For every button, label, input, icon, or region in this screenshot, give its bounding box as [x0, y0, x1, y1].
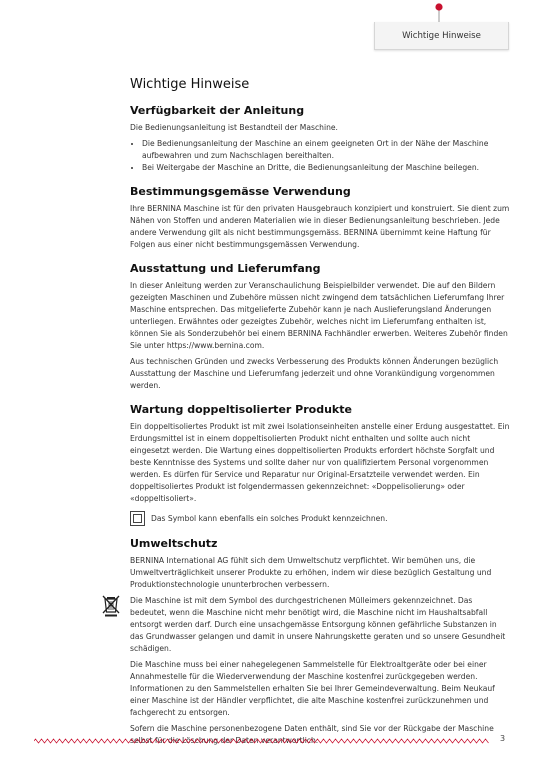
paragraph: Die Bedienungsanleitung ist Bestandteil der Maschine. [130, 123, 338, 132]
weee-note [130, 595, 510, 655]
crossed-bin-icon [102, 595, 120, 617]
paragraph: In dieser Anleitung werden zur Veranschaulichung Beispielbilder verwendet. Die auf den Bildern gezeigten Maschinen und Zubehöre müssen nicht zwingend dem tatsächlichen Lieferumfang Ihrer Maschine entsprechen. Das mitgelieferte Zubehör kann je nach Auslieferungsland Änderungen unterliegen. Erwähntes oder gezeigtes Zubehör, welches nicht im Lieferumfang enthalten ist, können Sie als Sonderzubehör bei einem BERNINA Fachhändler erwerben. Weiteres Zubehör finden Sie unter https://www.bernina.com. [130, 281, 508, 350]
paragraph: Aus technischen Gründen und zwecks Verbesserung des Produkts können Änderungen bezüglich Ausstattung der Maschine und Lieferumfang jederzeit und ohne Vorankündigung vorgenommen werden. [130, 357, 499, 390]
paragraph: Ein doppeltisoliertes Produkt ist mit zwei Isolationseinheiten anstelle einer Erdung ausgestattet. Ein Erdungsmittel ist in einem doppeltisolierten Produkt nicht enthalten und sollte auch nicht eingesetzt werden. Die Wartung eines doppeltisolierten Produkts erfordert höchste Sorgfalt und beste Kenntnisse des Systems und sollte daher nur von qualifiziertem Personal vorgenommen werden. Es dürfen für Service und Reparatur nur Original-Ersatzteile verwendet werden. Ein doppeltisoliertes Produkt ist folgendermassen gekennzeichnet: «Doppelisolierung» oder «doppeltisoliert». [130, 422, 510, 503]
page-number: 3 [500, 734, 506, 743]
page-title: Wichtige Hinweise [130, 77, 250, 92]
list-item: • Bei Weitergabe der Maschine an Dritte, die Bedienungsanleitung der Maschine beilegen. [142, 162, 510, 174]
header-tab [374, 22, 509, 50]
section-heading: Umweltschutz [130, 537, 218, 550]
symbol-note: Das Symbol kann ebenfalls ein solches Produkt kennzeichnen. [151, 513, 388, 523]
footer-decorative-line [34, 738, 489, 744]
list-item: • Die Bedienungsanleitung der Maschine an einem geeigneten Ort in der Nähe der Maschine aufbewahren und zum Nachschlagen bereithalten. [142, 138, 510, 162]
main-content [130, 77, 510, 751]
double-insulation-note [130, 511, 510, 526]
paragraph: Ihre BERNINA Maschine ist für den privaten Hausgebrauch konzipiert und konstruiert. Sie dient zum Nähen von Stoffen und anderen Materialien wie in dieser Bedienungsanleitung beschrieben. Jede andere Verwendung gilt als nicht bestimmungsgemäss. BERNINA übernimmt keine Haftung für Folgen aus einer nicht bestimmungsgemässen Verwendung. [130, 204, 510, 249]
pin-icon [434, 2, 444, 24]
paragraph: Sofern die Maschine personenbezogene Daten enthält, sind Sie vor der Rückgabe der Maschine selbst für die Löschung der Daten verantwortlich. [130, 724, 494, 745]
section-heading: Verfügbarkeit der Anleitung [130, 104, 305, 117]
double-insulation-icon [130, 511, 145, 526]
section-heading: Wartung doppeltisolierter Produkte [130, 403, 352, 416]
paragraph: Die Maschine muss bei einer nahegelegenen Sammelstelle für Elektroaltgeräte oder bei einer Annahmestelle für die Wiederverwendung der Maschine kostenfrei zurückgegeben werden. Informationen zu den Sammelstellen erhalten Sie bei Ihrer Gemeindeverwaltung. Beim Neukauf einer Maschine ist der Händler verpflichtet, die alte Maschine kostenfrei zurückzunehmen und fachgerecht zu entsorgen. [130, 660, 495, 717]
header-tab-label: Wichtige Hinweise [402, 30, 481, 41]
section-heading: Bestimmungsgemässe Verwendung [130, 185, 351, 198]
section-heading: Ausstattung und Lieferumfang [130, 262, 321, 275]
bullet-list [130, 138, 510, 174]
paragraph: BERNINA International AG fühlt sich dem Umweltschutz verpflichtet. Wir bemühen uns, die Umweltverträglichkeit unserer Produkte zu erhöhen, indem wir diese bezüglich Gestaltung und Produktionstechnologie ununterbrochen verbessern. [130, 556, 492, 589]
paragraph: Die Maschine ist mit dem Symbol des durchgestrichenen Mülleimers gekennzeichnet. Das bedeutet, wenn die Maschine nicht mehr benötigt wird, die Maschine nicht im Haushaltsabfall entsorgt werden darf. Durch eine unsachgemässe Entsorgung können gefährliche Substanzen in das Grundwasser gelangen und damit in unsere Nahrungskette geraten und so unsere Gesundheit schädigen. [130, 596, 506, 653]
